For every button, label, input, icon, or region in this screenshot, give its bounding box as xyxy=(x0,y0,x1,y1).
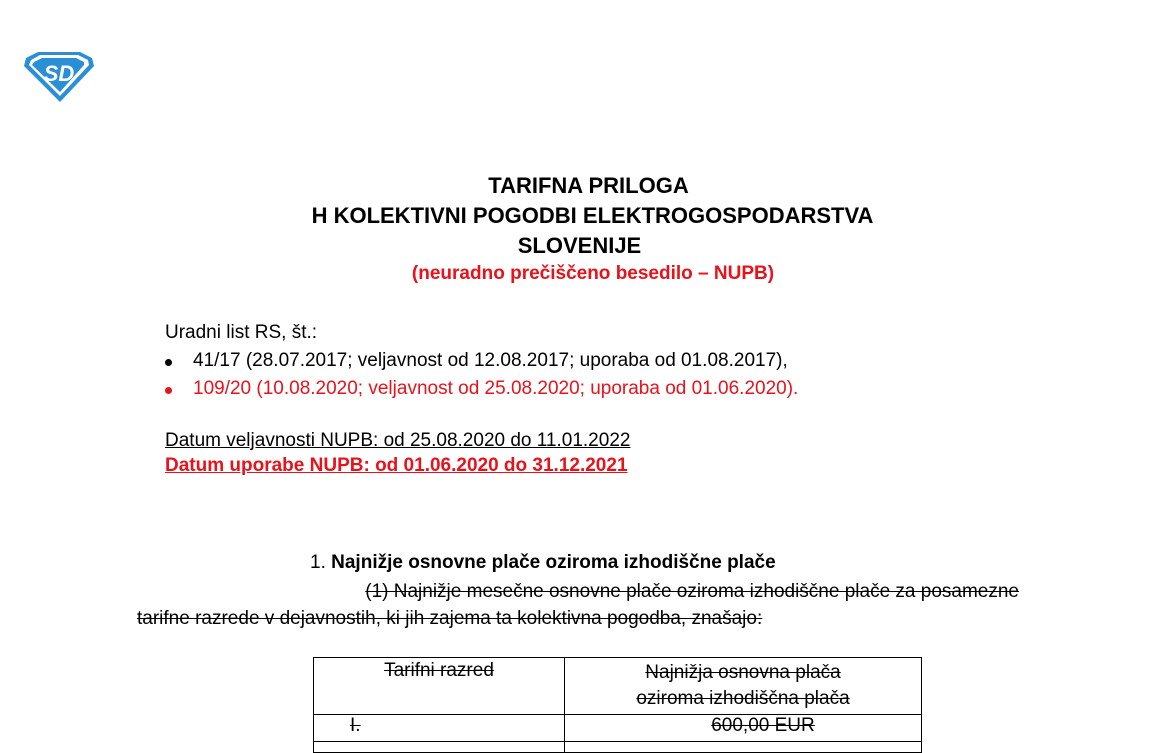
table-row xyxy=(314,715,922,742)
datum-veljavnosti: Datum veljavnosti NUPB: od 25.08.2020 do 11.01.2022 xyxy=(165,430,631,451)
bullet-icon xyxy=(165,359,172,366)
section-title: Najnižje osnovne plače oziroma izhodiščne plače xyxy=(331,552,776,573)
section-number: 1. xyxy=(310,552,326,573)
paragraph-line: (1) Najnižje mesečne osnovne plače oziroma izhodiščne plače za posamezne xyxy=(365,581,1019,602)
svg-text:SD: SD xyxy=(43,61,75,86)
datum-uporabe: Datum uporabe NUPB: od 01.06.2020 do 31.12.2021 xyxy=(165,455,628,476)
tariff-table xyxy=(313,657,922,753)
table-cell: 600,00 EUR xyxy=(565,715,922,742)
table-header-cell xyxy=(565,658,922,715)
table-cell: I. xyxy=(314,715,565,742)
table-header-row xyxy=(314,658,922,715)
company-logo-icon xyxy=(22,50,96,104)
document-title-line2: H KOLEKTIVNI POGODBI ELEKTROGOSPODARSTVA xyxy=(311,203,874,228)
list-item-text: 41/17 (28.07.2017; veljavnost od 12.08.2017; uporaba od 01.08.2017), xyxy=(193,350,788,371)
list-item-text: 109/20 (10.08.2020; veljavnost od 25.08.2020; uporaba od 01.06.2020). xyxy=(193,378,799,399)
document-title-line3: SLOVENIJE xyxy=(517,233,642,258)
document-subtitle: (neuradno prečiščeno besedilo – NUPB) xyxy=(411,263,775,284)
section-heading xyxy=(310,552,776,574)
uradni-list-label: Uradni list RS, št.: xyxy=(165,322,318,343)
section-paragraph xyxy=(137,578,1019,632)
table-row xyxy=(314,742,922,753)
bullet-icon xyxy=(165,387,172,394)
document-title-line1: TARIFNA PRILOGA xyxy=(488,173,689,198)
table-header-cell: Tarifni razred xyxy=(314,658,565,715)
table-cell xyxy=(314,742,565,753)
header-line: oziroma izhodiščna plača xyxy=(636,688,850,709)
paragraph-line: tarifne razrede v dejavnostih, ki jih zajema ta kolektivna pogodba, znašajo: xyxy=(137,608,763,629)
table-cell xyxy=(565,742,922,753)
header-line: Najnižja osnovna plača xyxy=(645,662,841,683)
